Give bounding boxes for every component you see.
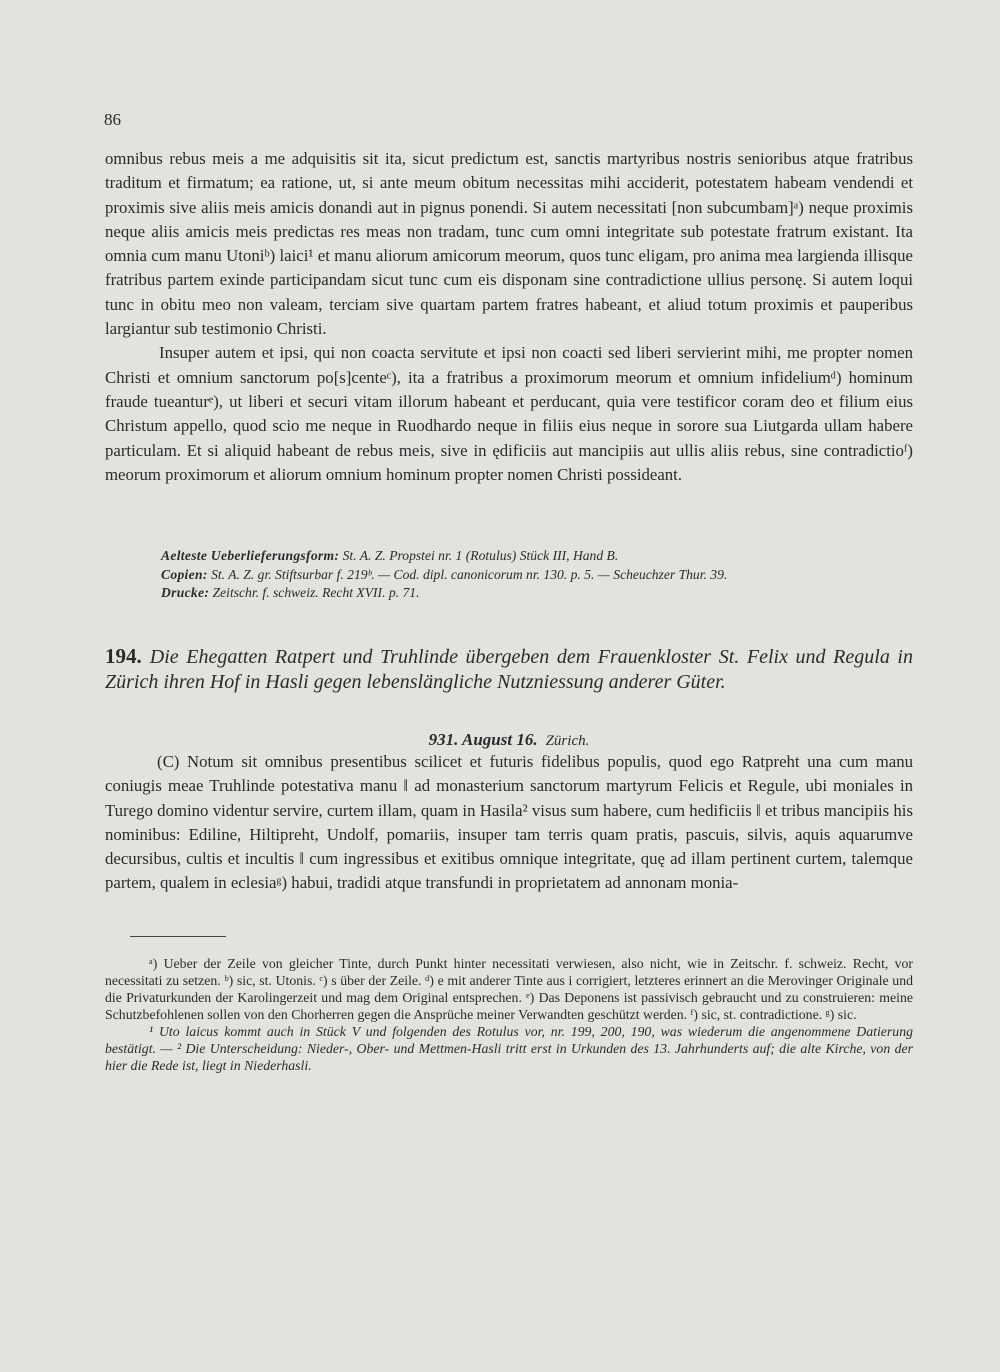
source-text-prints: Zeitschr. f. schweiz. Recht XVII. p. 71. [212,585,420,600]
source-line-prints [105,584,913,603]
body-paragraph-2: Insuper autem et ipsi, qui non coacta servitute et ipsi non coacti sed liberi servierint mihi, me propter nomen Christi et omnium sanctorum po[s]centeᶜ), ita a fratribus a proximorum meorum et omnium infideliumᵈ) hominum fraude tueanturᵉ), ut liberi et securi vitam illorum habeant et perducant, quia vere testificor coram deo et filium eius Christum appello, quod scio me neque in Ruodhardo neque in filiis eius neque in sorore sua Liutgarda ullam habere particulam. Et si aliquid habeant de rebus meis, sive in ędificiis aut mancipiis aut ullis aliis rebus, sine contradictioᶠ) meorum proximorum et aliorum omnium hominum propter nomen Christi possideant. [105,343,913,484]
source-label-prints: Drucke: [161,585,210,600]
source-label-copies: Copien: [161,566,208,582]
source-label-oldest: Aelteste Ueberlieferungsform: [161,548,340,563]
footnote-variants: ᵃ) Ueber der Zeile von gleicher Tinte, durch Punkt hinter necessitati verwiesen, also nicht, wie in Zeitschr. f. schweiz. Recht, vor necessitati zu setzen. ᵇ) sic, st. Utonis. ᶜ) s über der Zeile. ᵈ) e mit anderer Tinte aus i corrigiert, letzteres erinnert an die Merovinger Originale und die Privaturkunden der Karolingerzeit und mag dem Original entsprechen. ᵉ) Das Deponens ist passivisch gebraucht und zu construieren: meine Schutzbefohlenen sollen von den Chorherren gegen die Ansprüche meiner Verwandten geschützt werden. ᶠ) sic, st. contradictione. ᵍ) sic. [105,956,913,1022]
charter-text [105,750,913,896]
charter-title: Die Ehegatten Ratpert und Truhlinde übergeben dem Frauenkloster St. Felix und Regula in Zürich ihren Hof in Hasli gegen lebenslängliche Nutzniessung anderer Güter. [105,646,913,693]
body-text [105,147,913,487]
source-line-copies [105,566,913,585]
source-text-copies: St. A. Z. gr. Stiftsurbar f. 219ᵇ. — Cod. dipl. canonicorum nr. 130. p. 5. — Scheuchzer Thur. 39. [211,566,728,582]
footnote-numbered: ¹ Uto laicus kommt auch in Stück V und folgenden des Rotulus vor, nr. 199, 200, 190, was wiederum die angenommene Datierung bestätigt. — ² Die Unterscheidung: Nieder-, Ober- und Mettmen-Hasli tritt erst in Urkunden des 13. Jahrhunderts auf; die alte Kirche, von der hier die Rede ist, liegt in Niederhasli. [105,1024,913,1073]
source-text-oldest: St. A. Z. Propstei nr. 1 (Rotulus) Stück III, Hand B. [342,548,619,563]
source-notes [105,547,913,603]
charter-number: 194. [105,644,142,668]
charter-date: 931. August 16. [428,730,538,749]
charter-dateline [105,730,913,750]
footnote-divider [130,936,226,937]
charter-place: Zürich. [545,733,590,749]
body-paragraph-1: omnibus rebus meis a me adquisitis sit ita, sicut predictum est, sanctis martyribus nostris senioribus atque fratribus traditum et firmatum; ea ratione, ut, si ante meum obitum necessitas mihi acciderit, potestatem habeam vendendi et proximis sive aliis meis amicis donandi aut in pignus ponendi. Si autem necessitati [non subcumbam]ᵃ) neque proximis neque aliis amicis meis predictas res meas non tradam, tunc cum omni integritate sub potestate fratrum existant. Ita omnia cum manu Utoniᵇ) laici¹ et manu aliorum amicorum meorum, quos tunc eligam, pro anima mea largienda illisque fratribus partem exinde participandam sicut tunc cum eis disponam sine contradictione ullius personę. Si autem loqui tunc in obitu meo non valeam, terciam sive quartam partem fratres habeant, et aliud totum proximis et pauperibus largiantur sub testimonio Christi. [105,149,913,339]
page-number: 86 [104,110,121,129]
source-line-oldest [105,547,913,566]
charter-heading [105,644,913,695]
charter-paragraph: (C) Notum sit omnibus presentibus scilicet et futuris fidelibus populis, quod ego Ratpreht una cum manu coniugis meae Truhlinde potestativa manu ‖ ad monasterium sanctorum martyrum Felicis et Regule, ubi moniales in Turego domino videntur servire, curtem illam, quam in Hasila² visus sum habere, cum hedificiis ‖ et tribus mancipiis his nominibus: Ediline, Hiltipreht, Undolf, pomariis, insuper tam terris quam pratis, pascuis, silvis, aquis aquarumve decursibus, cultis et incultis ‖ cum ingressibus et exitibus omnique integritate, quę ad illam pertinent curtem, talemque partem, qualem in eclesiaᵍ) habui, tradidi atque transfundi in proprietatem ad annonam monia- [105,752,913,893]
footnotes [105,955,913,1074]
